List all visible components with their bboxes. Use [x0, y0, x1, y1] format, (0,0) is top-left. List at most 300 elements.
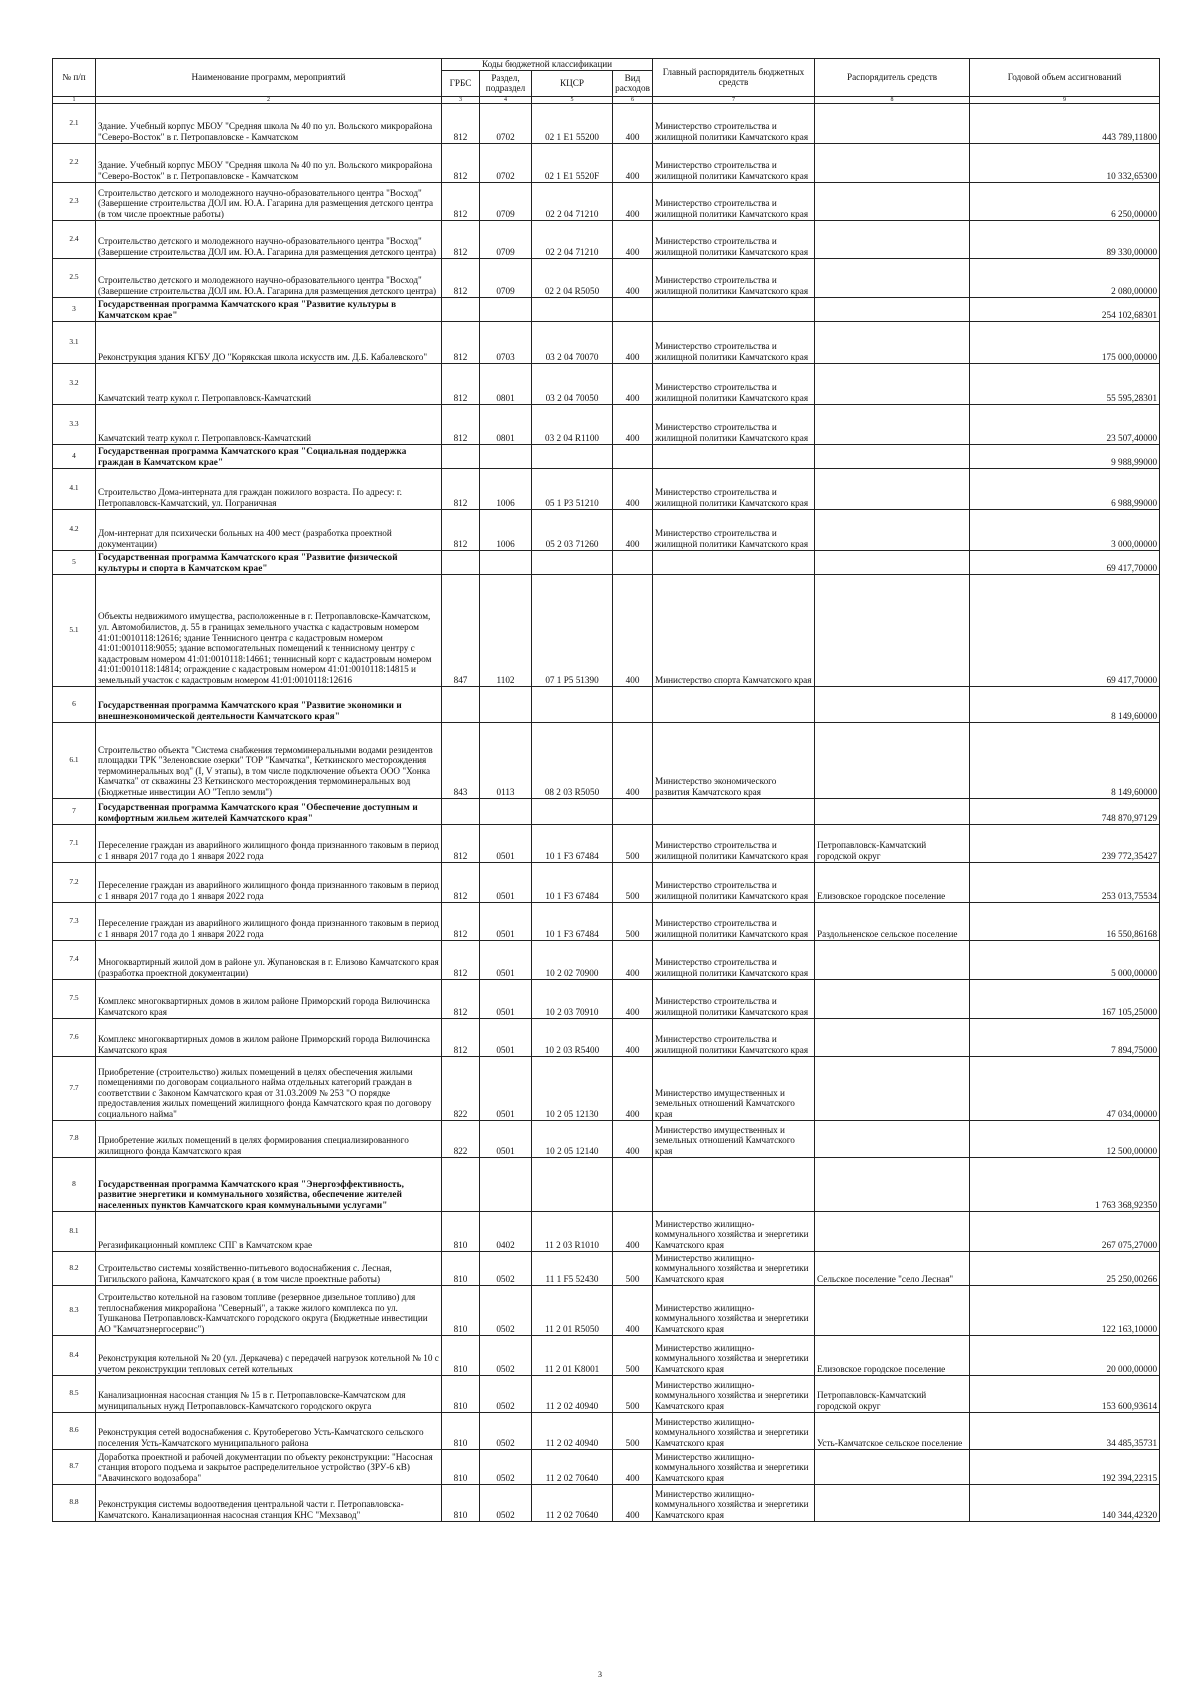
row-name: Камчатский театр кукол г. Петропавловск-Камчатский	[96, 404, 442, 444]
table-row	[53, 862, 1160, 902]
row-name: Доработка проектной и рабочей документации по объекту реконструкции: "Насосная станция второго подъема и закрытое распределительное устройство (ЗРУ-6 кВ) "Авачинского водозабора"	[96, 1449, 442, 1484]
row-vid: 400	[613, 1018, 653, 1056]
row-manager	[815, 1285, 970, 1335]
row-grbs: 810	[442, 1211, 480, 1251]
row-sum: 153 600,93614	[970, 1375, 1160, 1412]
row-grbs: 810	[442, 1285, 480, 1335]
table-row	[53, 1412, 1160, 1449]
row-sum: 8 149,60000	[970, 722, 1160, 798]
row-section: 0502	[480, 1484, 532, 1521]
row-manager	[815, 1484, 970, 1521]
row-section: 0502	[480, 1285, 532, 1335]
row-name: Объекты недвижимого имущества, расположенные в г. Петропавловске-Камчатском, ул. Автомобилистов, д. 55 в границах земельного участка с кадастровым номером 41:01:0010118:12616; здание Теннисного центра с кадастровым номером 41:01:0010118:9055; здание вспомогательных помещений к теннисному центру с кадастровым номером 41:01:0010118:14661; теннисный корт с кадастровым номером 41:01:0010118:14814; ограждение с кадастровым номером 41:01:0010118:14815 и земельный участок с кадастровым номером 41:01:0010118:12616	[96, 574, 442, 686]
row-grbs	[442, 798, 480, 824]
row-sum: 12 500,00000	[970, 1120, 1160, 1157]
row-number: 8.4	[53, 1335, 96, 1375]
row-vid	[613, 550, 653, 574]
row-vid: 400	[613, 1056, 653, 1120]
header-vid: Вид расходов	[613, 70, 653, 96]
row-name: Здание. Учебный корпус МБОУ "Средняя школа № 40 по ул. Вольского микрорайона "Северо-Восток" в г. Петропавловске - Камчатском	[96, 103, 442, 143]
row-number: 8.5	[53, 1375, 96, 1412]
row-chief	[653, 444, 815, 468]
row-kcsr: 10 2 05 12140	[532, 1120, 613, 1157]
row-section: 0709	[480, 220, 532, 258]
row-sum: 140 344,42320	[970, 1484, 1160, 1521]
row-chief: Министерство строительства и жилищной политики Камчатского края	[653, 509, 815, 550]
program-row	[53, 798, 1160, 824]
row-grbs: 810	[442, 1484, 480, 1521]
row-sum: 748 870,97129	[970, 798, 1160, 824]
row-grbs: 812	[442, 979, 480, 1018]
row-vid	[613, 444, 653, 468]
row-number: 3	[53, 297, 96, 321]
row-number: 3.1	[53, 321, 96, 363]
row-name: Комплекс многоквартирных домов в жилом районе Приморский города Вилючинска Камчатского края	[96, 1018, 442, 1056]
row-manager	[815, 1211, 970, 1251]
table-row	[53, 1285, 1160, 1335]
row-number: 8.7	[53, 1449, 96, 1484]
row-grbs	[442, 444, 480, 468]
row-grbs: 812	[442, 862, 480, 902]
row-vid: 400	[613, 321, 653, 363]
row-grbs: 843	[442, 722, 480, 798]
row-number: 6.1	[53, 722, 96, 798]
row-grbs: 810	[442, 1449, 480, 1484]
row-name: Регазификационный комплекс СПГ в Камчатском крае	[96, 1211, 442, 1251]
row-name: Строительство Дома-интерната для граждан пожилого возраста. По адресу: г. Петропавловск-Камчатский, ул. Пограничная	[96, 468, 442, 509]
row-chief: Министерство строительства и жилищной политики Камчатского края	[653, 143, 815, 182]
column-number: 7	[653, 96, 815, 103]
table-row	[53, 103, 1160, 143]
row-vid	[613, 1157, 653, 1211]
row-name: Переселение граждан из аварийного жилищного фонда признанного таковым в период с 1 января 2017 года до 1 января 2022 года	[96, 824, 442, 862]
row-name: Строительство объекта "Система снабжения термоминеральными водами резидентов площадки ТРК "Зеленовские озерки" ТОР "Камчатка", Кеткинского месторождения термоминеральных вод" (I, V этапы), в том числе подключение объекта ООО "Хонка Камчатка" от скважины 23 Кеткинского месторождения термоминеральных вод (Бюджетные инвестиции АО "Тепло земли")	[96, 722, 442, 798]
program-row	[53, 444, 1160, 468]
row-name: Строительство котельной на газовом топливе (резервное дизельное топливо) для теплоснабжения микрорайона "Северный", а также жилого комплекса по ул. Тушканова Петропавловск-Камчатского городского округа (Бюджетные инвестиции АО "Камчатэнергосервис")	[96, 1285, 442, 1335]
table-header	[53, 59, 1160, 104]
row-vid: 400	[613, 220, 653, 258]
row-sum: 175 000,00000	[970, 321, 1160, 363]
row-chief: Министерство строительства и жилищной политики Камчатского края	[653, 404, 815, 444]
row-number: 8.6	[53, 1412, 96, 1449]
row-name: Государственная программа Камчатского края "Развитие экономики и внешнеэкономической деятельности Камчатского края"	[96, 686, 442, 722]
header-kcsr: КЦСР	[532, 70, 613, 96]
table-row	[53, 404, 1160, 444]
column-number: 9	[970, 96, 1160, 103]
row-section: 0801	[480, 404, 532, 444]
row-vid: 400	[613, 1285, 653, 1335]
row-vid: 400	[613, 258, 653, 297]
row-name: Приобретение жилых помещений в целях формирования специализированного жилищного фонда Камчатского края	[96, 1120, 442, 1157]
row-grbs: 812	[442, 1018, 480, 1056]
table-row	[53, 940, 1160, 979]
row-sum: 239 772,35427	[970, 824, 1160, 862]
row-sum: 23 507,40000	[970, 404, 1160, 444]
row-number: 7.6	[53, 1018, 96, 1056]
row-grbs: 812	[442, 143, 480, 182]
row-vid: 400	[613, 722, 653, 798]
row-kcsr: 02 2 04 71210	[532, 182, 613, 220]
row-grbs: 812	[442, 824, 480, 862]
row-section	[480, 1157, 532, 1211]
table-row	[53, 182, 1160, 220]
row-manager	[815, 258, 970, 297]
row-chief: Министерство строительства и жилищной политики Камчатского края	[653, 468, 815, 509]
row-kcsr: 11 2 02 40940	[532, 1412, 613, 1449]
row-number: 2.2	[53, 143, 96, 182]
row-vid: 400	[613, 363, 653, 404]
row-number: 8.3	[53, 1285, 96, 1335]
row-section	[480, 444, 532, 468]
row-grbs: 812	[442, 509, 480, 550]
row-number: 5	[53, 550, 96, 574]
row-kcsr: 08 2 03 R5050	[532, 722, 613, 798]
row-chief: Министерство строительства и жилищной политики Камчатского края	[653, 862, 815, 902]
row-chief	[653, 1157, 815, 1211]
row-kcsr: 03 2 04 70070	[532, 321, 613, 363]
row-section: 0113	[480, 722, 532, 798]
row-chief: Министерство жилищно-коммунального хозяйства и энергетики Камчатского края	[653, 1251, 815, 1285]
row-manager: Усть-Камчатское сельское поселение	[815, 1412, 970, 1449]
row-sum: 9 988,99000	[970, 444, 1160, 468]
row-section: 0502	[480, 1449, 532, 1484]
row-vid: 500	[613, 902, 653, 940]
row-kcsr: 05 2 03 71260	[532, 509, 613, 550]
row-chief: Министерство строительства и жилищной политики Камчатского края	[653, 182, 815, 220]
row-kcsr: 02 1 Е1 55200	[532, 103, 613, 143]
row-manager: Петропавловск-Камчатский городской округ	[815, 824, 970, 862]
row-kcsr: 11 2 01 K8001	[532, 1335, 613, 1375]
row-grbs: 812	[442, 940, 480, 979]
row-chief: Министерство экономического развития Камчатского края	[653, 722, 815, 798]
row-name: Реконструкция сетей водоснабжения с. Крутоберегово Усть-Камчатского сельского поселения Усть-Камчатского муниципального района	[96, 1412, 442, 1449]
row-kcsr: 11 2 02 70640	[532, 1484, 613, 1521]
row-name: Комплекс многоквартирных домов в жилом районе Приморский города Вилючинска Камчатского края	[96, 979, 442, 1018]
row-kcsr	[532, 798, 613, 824]
row-sum: 267 075,27000	[970, 1211, 1160, 1251]
row-kcsr: 11 2 02 70640	[532, 1449, 613, 1484]
row-grbs: 810	[442, 1412, 480, 1449]
row-grbs	[442, 1157, 480, 1211]
row-number: 8.1	[53, 1211, 96, 1251]
table-row	[53, 1056, 1160, 1120]
row-number: 6	[53, 686, 96, 722]
row-manager	[815, 1120, 970, 1157]
row-name: Здание. Учебный корпус МБОУ "Средняя школа № 40 по ул. Вольского микрорайона "Северо-Восток" в г. Петропавловске - Камчатском	[96, 143, 442, 182]
row-sum: 253 013,75534	[970, 862, 1160, 902]
row-sum: 69 417,70000	[970, 574, 1160, 686]
row-grbs: 822	[442, 1120, 480, 1157]
row-sum: 3 000,00000	[970, 509, 1160, 550]
row-section: 0501	[480, 902, 532, 940]
row-section: 0501	[480, 979, 532, 1018]
row-name: Переселение граждан из аварийного жилищного фонда признанного таковым в период с 1 января 2017 года до 1 января 2022 года	[96, 902, 442, 940]
row-chief: Министерство строительства и жилищной политики Камчатского края	[653, 1018, 815, 1056]
row-grbs	[442, 686, 480, 722]
table-body	[53, 103, 1160, 1521]
row-name: Государственная программа Камчатского края "Энергоэффективность, развитие энергетики и коммунального хозяйства, обеспечение жителей населенных пунктов Камчатского края коммунальными услугами"	[96, 1157, 442, 1211]
row-name: Многоквартирный жилой дом в районе ул. Жупановская в г. Елизово Камчатского края (разработка проектной документации)	[96, 940, 442, 979]
row-name: Государственная программа Камчатского края "Развитие культуры в Камчатском крае"	[96, 297, 442, 321]
table-row	[53, 1375, 1160, 1412]
row-sum: 8 149,60000	[970, 686, 1160, 722]
row-name: Приобретение (строительство) жилых помещений в целях обеспечения жилыми помещениями по договорам социального найма отдельных категорий граждан в соответствии с Законом Камчатского края от 31.03.2009 № 253 "О порядке предоставления жилых помещений жилищного фонда Камчатского края по договору социального найма"	[96, 1056, 442, 1120]
row-sum: 34 485,35731	[970, 1412, 1160, 1449]
row-sum: 10 332,65300	[970, 143, 1160, 182]
header-codes: Коды бюджетной классификации	[442, 59, 653, 71]
table-row	[53, 1018, 1160, 1056]
row-vid: 400	[613, 1484, 653, 1521]
row-name: Канализационная насосная станция № 15 в г. Петропавловске-Камчатском для муниципальных нужд Петропавловск-Камчатского городского округа	[96, 1375, 442, 1412]
row-section	[480, 297, 532, 321]
row-grbs: 847	[442, 574, 480, 686]
row-kcsr: 10 1 F3 67484	[532, 862, 613, 902]
row-manager	[815, 182, 970, 220]
row-sum: 443 789,11800	[970, 103, 1160, 143]
row-name: Реконструкция здания КГБУ ДО "Корякская школа искусств им. Д.Б. Кабалевского"	[96, 321, 442, 363]
row-number: 7	[53, 798, 96, 824]
table-row	[53, 143, 1160, 182]
row-name: Камчатский театр кукол г. Петропавловск-Камчатский	[96, 363, 442, 404]
row-chief: Министерство строительства и жилищной политики Камчатского края	[653, 258, 815, 297]
row-sum: 122 163,10000	[970, 1285, 1160, 1335]
row-number: 7.5	[53, 979, 96, 1018]
table-row	[53, 363, 1160, 404]
table-row	[53, 902, 1160, 940]
row-manager	[815, 321, 970, 363]
row-number: 2.1	[53, 103, 96, 143]
row-kcsr: 07 1 Р5 51390	[532, 574, 613, 686]
budget-document	[52, 58, 1159, 1522]
row-grbs: 810	[442, 1375, 480, 1412]
row-section: 1006	[480, 509, 532, 550]
row-chief: Министерство строительства и жилищной политики Камчатского края	[653, 902, 815, 940]
row-sum: 89 330,00000	[970, 220, 1160, 258]
row-vid: 400	[613, 103, 653, 143]
row-number: 7.3	[53, 902, 96, 940]
table-row	[53, 1211, 1160, 1251]
row-manager	[815, 363, 970, 404]
row-section: 0501	[480, 1056, 532, 1120]
row-manager	[815, 722, 970, 798]
table-row	[53, 1449, 1160, 1484]
row-section: 0502	[480, 1335, 532, 1375]
row-kcsr: 10 2 05 12130	[532, 1056, 613, 1120]
row-section: 0501	[480, 940, 532, 979]
row-vid: 400	[613, 1211, 653, 1251]
header-volume: Годовой объем ассигнований	[970, 59, 1160, 97]
row-vid	[613, 686, 653, 722]
row-kcsr: 02 1 Е1 5520F	[532, 143, 613, 182]
row-vid: 500	[613, 862, 653, 902]
row-section: 1102	[480, 574, 532, 686]
row-number: 7.2	[53, 862, 96, 902]
row-chief	[653, 297, 815, 321]
row-chief: Министерство строительства и жилищной политики Камчатского края	[653, 220, 815, 258]
row-vid	[613, 798, 653, 824]
row-name: Реконструкция котельной № 20 (ул. Деркачева) с передачей нагрузок котельной № 10 с учетом реконструкции тепловых сетей котельных	[96, 1335, 442, 1375]
row-number: 4	[53, 444, 96, 468]
row-grbs: 822	[442, 1056, 480, 1120]
row-section: 0502	[480, 1412, 532, 1449]
row-chief: Министерство строительства и жилищной политики Камчатского края	[653, 363, 815, 404]
row-number: 7.4	[53, 940, 96, 979]
row-number: 7.1	[53, 824, 96, 862]
column-number: 8	[815, 96, 970, 103]
row-section: 0502	[480, 1375, 532, 1412]
column-number: 4	[480, 96, 532, 103]
table-row	[53, 468, 1160, 509]
row-vid: 400	[613, 940, 653, 979]
row-vid: 400	[613, 182, 653, 220]
table-row	[53, 1335, 1160, 1375]
row-kcsr: 02 2 04 R5050	[532, 258, 613, 297]
table-row	[53, 321, 1160, 363]
row-vid: 400	[613, 1449, 653, 1484]
row-manager	[815, 550, 970, 574]
row-manager: Елизовское городское поселение	[815, 1335, 970, 1375]
row-chief: Министерство жилищно-коммунального хозяйства и энергетики Камчатского края	[653, 1412, 815, 1449]
row-manager	[815, 1018, 970, 1056]
row-manager: Сельское поселение "село Лесная"	[815, 1251, 970, 1285]
row-chief	[653, 686, 815, 722]
row-sum: 2 080,00000	[970, 258, 1160, 297]
row-number: 4.2	[53, 509, 96, 550]
row-sum: 69 417,70000	[970, 550, 1160, 574]
row-kcsr: 05 1 Р3 51210	[532, 468, 613, 509]
row-sum: 6 250,00000	[970, 182, 1160, 220]
page-number: 3	[598, 1670, 602, 1679]
row-chief: Министерство строительства и жилищной политики Камчатского края	[653, 940, 815, 979]
row-sum: 254 102,68301	[970, 297, 1160, 321]
row-name: Переселение граждан из аварийного жилищного фонда признанного таковым в период с 1 января 2017 года до 1 января 2022 года	[96, 862, 442, 902]
row-name: Реконструкция системы водоотведения центральной части г. Петропавловска-Камчатского. Канализационная насосная станция КНС "Мехзавод"	[96, 1484, 442, 1521]
row-chief: Министерство строительства и жилищной политики Камчатского края	[653, 979, 815, 1018]
row-number: 2.3	[53, 182, 96, 220]
row-manager	[815, 220, 970, 258]
header-manager: Распорядитель средств	[815, 59, 970, 97]
row-sum: 47 034,00000	[970, 1056, 1160, 1120]
row-manager	[815, 940, 970, 979]
row-sum: 192 394,22315	[970, 1449, 1160, 1484]
row-chief	[653, 550, 815, 574]
row-name: Строительство детского и молодежного научно-образовательного центра "Восход" (Завершение строительства ДОЛ им. Ю.А. Гагарина для размещения детского центра)	[96, 220, 442, 258]
column-number: 1	[53, 96, 96, 103]
row-chief: Министерство жилищно-коммунального хозяйства и энергетики Камчатского края	[653, 1285, 815, 1335]
row-manager	[815, 1157, 970, 1211]
row-section: 0702	[480, 143, 532, 182]
row-sum: 20 000,00000	[970, 1335, 1160, 1375]
row-number: 2.4	[53, 220, 96, 258]
row-manager	[815, 574, 970, 686]
row-manager	[815, 1056, 970, 1120]
row-section: 1006	[480, 468, 532, 509]
row-chief: Министерство жилищно-коммунального хозяйства и энергетики Камчатского края	[653, 1484, 815, 1521]
row-manager: Раздольненское сельское поселение	[815, 902, 970, 940]
table-row	[53, 574, 1160, 686]
row-section: 0502	[480, 1251, 532, 1285]
row-section: 0703	[480, 321, 532, 363]
row-vid: 400	[613, 404, 653, 444]
row-number: 3.3	[53, 404, 96, 444]
row-grbs	[442, 550, 480, 574]
row-kcsr: 03 2 04 R1100	[532, 404, 613, 444]
row-vid: 400	[613, 1120, 653, 1157]
table-row	[53, 1120, 1160, 1157]
row-manager	[815, 979, 970, 1018]
row-manager	[815, 468, 970, 509]
row-vid: 400	[613, 979, 653, 1018]
row-sum: 25 250,00266	[970, 1251, 1160, 1285]
table-row	[53, 258, 1160, 297]
column-number: 3	[442, 96, 480, 103]
row-grbs: 812	[442, 468, 480, 509]
row-kcsr: 11 2 03 R1010	[532, 1211, 613, 1251]
row-kcsr	[532, 1157, 613, 1211]
row-number: 7.8	[53, 1120, 96, 1157]
header-name: Наименование программ, мероприятий	[96, 59, 442, 97]
row-grbs	[442, 297, 480, 321]
row-number: 8.2	[53, 1251, 96, 1285]
row-sum: 1 763 368,92350	[970, 1157, 1160, 1211]
row-chief: Министерство строительства и жилищной политики Камчатского края	[653, 103, 815, 143]
row-section: 0501	[480, 862, 532, 902]
table-row	[53, 979, 1160, 1018]
row-kcsr: 11 2 02 40940	[532, 1375, 613, 1412]
row-grbs: 812	[442, 182, 480, 220]
row-manager	[815, 297, 970, 321]
row-number: 3.2	[53, 363, 96, 404]
row-section: 0702	[480, 103, 532, 143]
budget-table	[52, 58, 1160, 1522]
row-sum: 16 550,86168	[970, 902, 1160, 940]
row-kcsr: 10 1 F3 67484	[532, 902, 613, 940]
row-section: 0501	[480, 824, 532, 862]
row-vid: 500	[613, 824, 653, 862]
row-grbs: 810	[442, 1335, 480, 1375]
row-kcsr: 11 1 F5 52430	[532, 1251, 613, 1285]
row-name: Строительство детского и молодежного научно-образовательного центра "Восход" (Завершение строительства ДОЛ им. Ю.А. Гагарина для размещения детского центра (в том числе проектные работы)	[96, 182, 442, 220]
row-grbs: 810	[442, 1251, 480, 1285]
row-chief: Министерство строительства и жилищной политики Камчатского края	[653, 321, 815, 363]
header-grbs: ГРБС	[442, 70, 480, 96]
header-chief: Главный распорядитель бюджетных средств	[653, 59, 815, 97]
row-chief: Министерство жилищно-коммунального хозяйства и энергетики Камчатского края	[653, 1449, 815, 1484]
row-chief: Министерство жилищно-коммунального хозяйства и энергетики Камчатского края	[653, 1335, 815, 1375]
row-kcsr: 02 2 04 71210	[532, 220, 613, 258]
row-grbs: 812	[442, 220, 480, 258]
row-sum: 55 595,28301	[970, 363, 1160, 404]
row-kcsr	[532, 686, 613, 722]
program-row	[53, 1157, 1160, 1211]
row-kcsr: 10 2 02 70900	[532, 940, 613, 979]
column-number: 2	[96, 96, 442, 103]
row-manager: Петропавловск-Камчатский городской округ	[815, 1375, 970, 1412]
row-kcsr	[532, 444, 613, 468]
row-manager	[815, 509, 970, 550]
row-name: Государственная программа Камчатского края "Обеспечение доступным и комфортным жильем жителей Камчатского края"	[96, 798, 442, 824]
row-number: 2.5	[53, 258, 96, 297]
row-vid: 500	[613, 1335, 653, 1375]
program-row	[53, 686, 1160, 722]
program-row	[53, 550, 1160, 574]
row-section	[480, 550, 532, 574]
header-section: Раздел, подраздел	[480, 70, 532, 96]
program-row	[53, 297, 1160, 321]
row-sum: 5 000,00000	[970, 940, 1160, 979]
row-chief: Министерство строительства и жилищной политики Камчатского края	[653, 824, 815, 862]
table-row	[53, 220, 1160, 258]
